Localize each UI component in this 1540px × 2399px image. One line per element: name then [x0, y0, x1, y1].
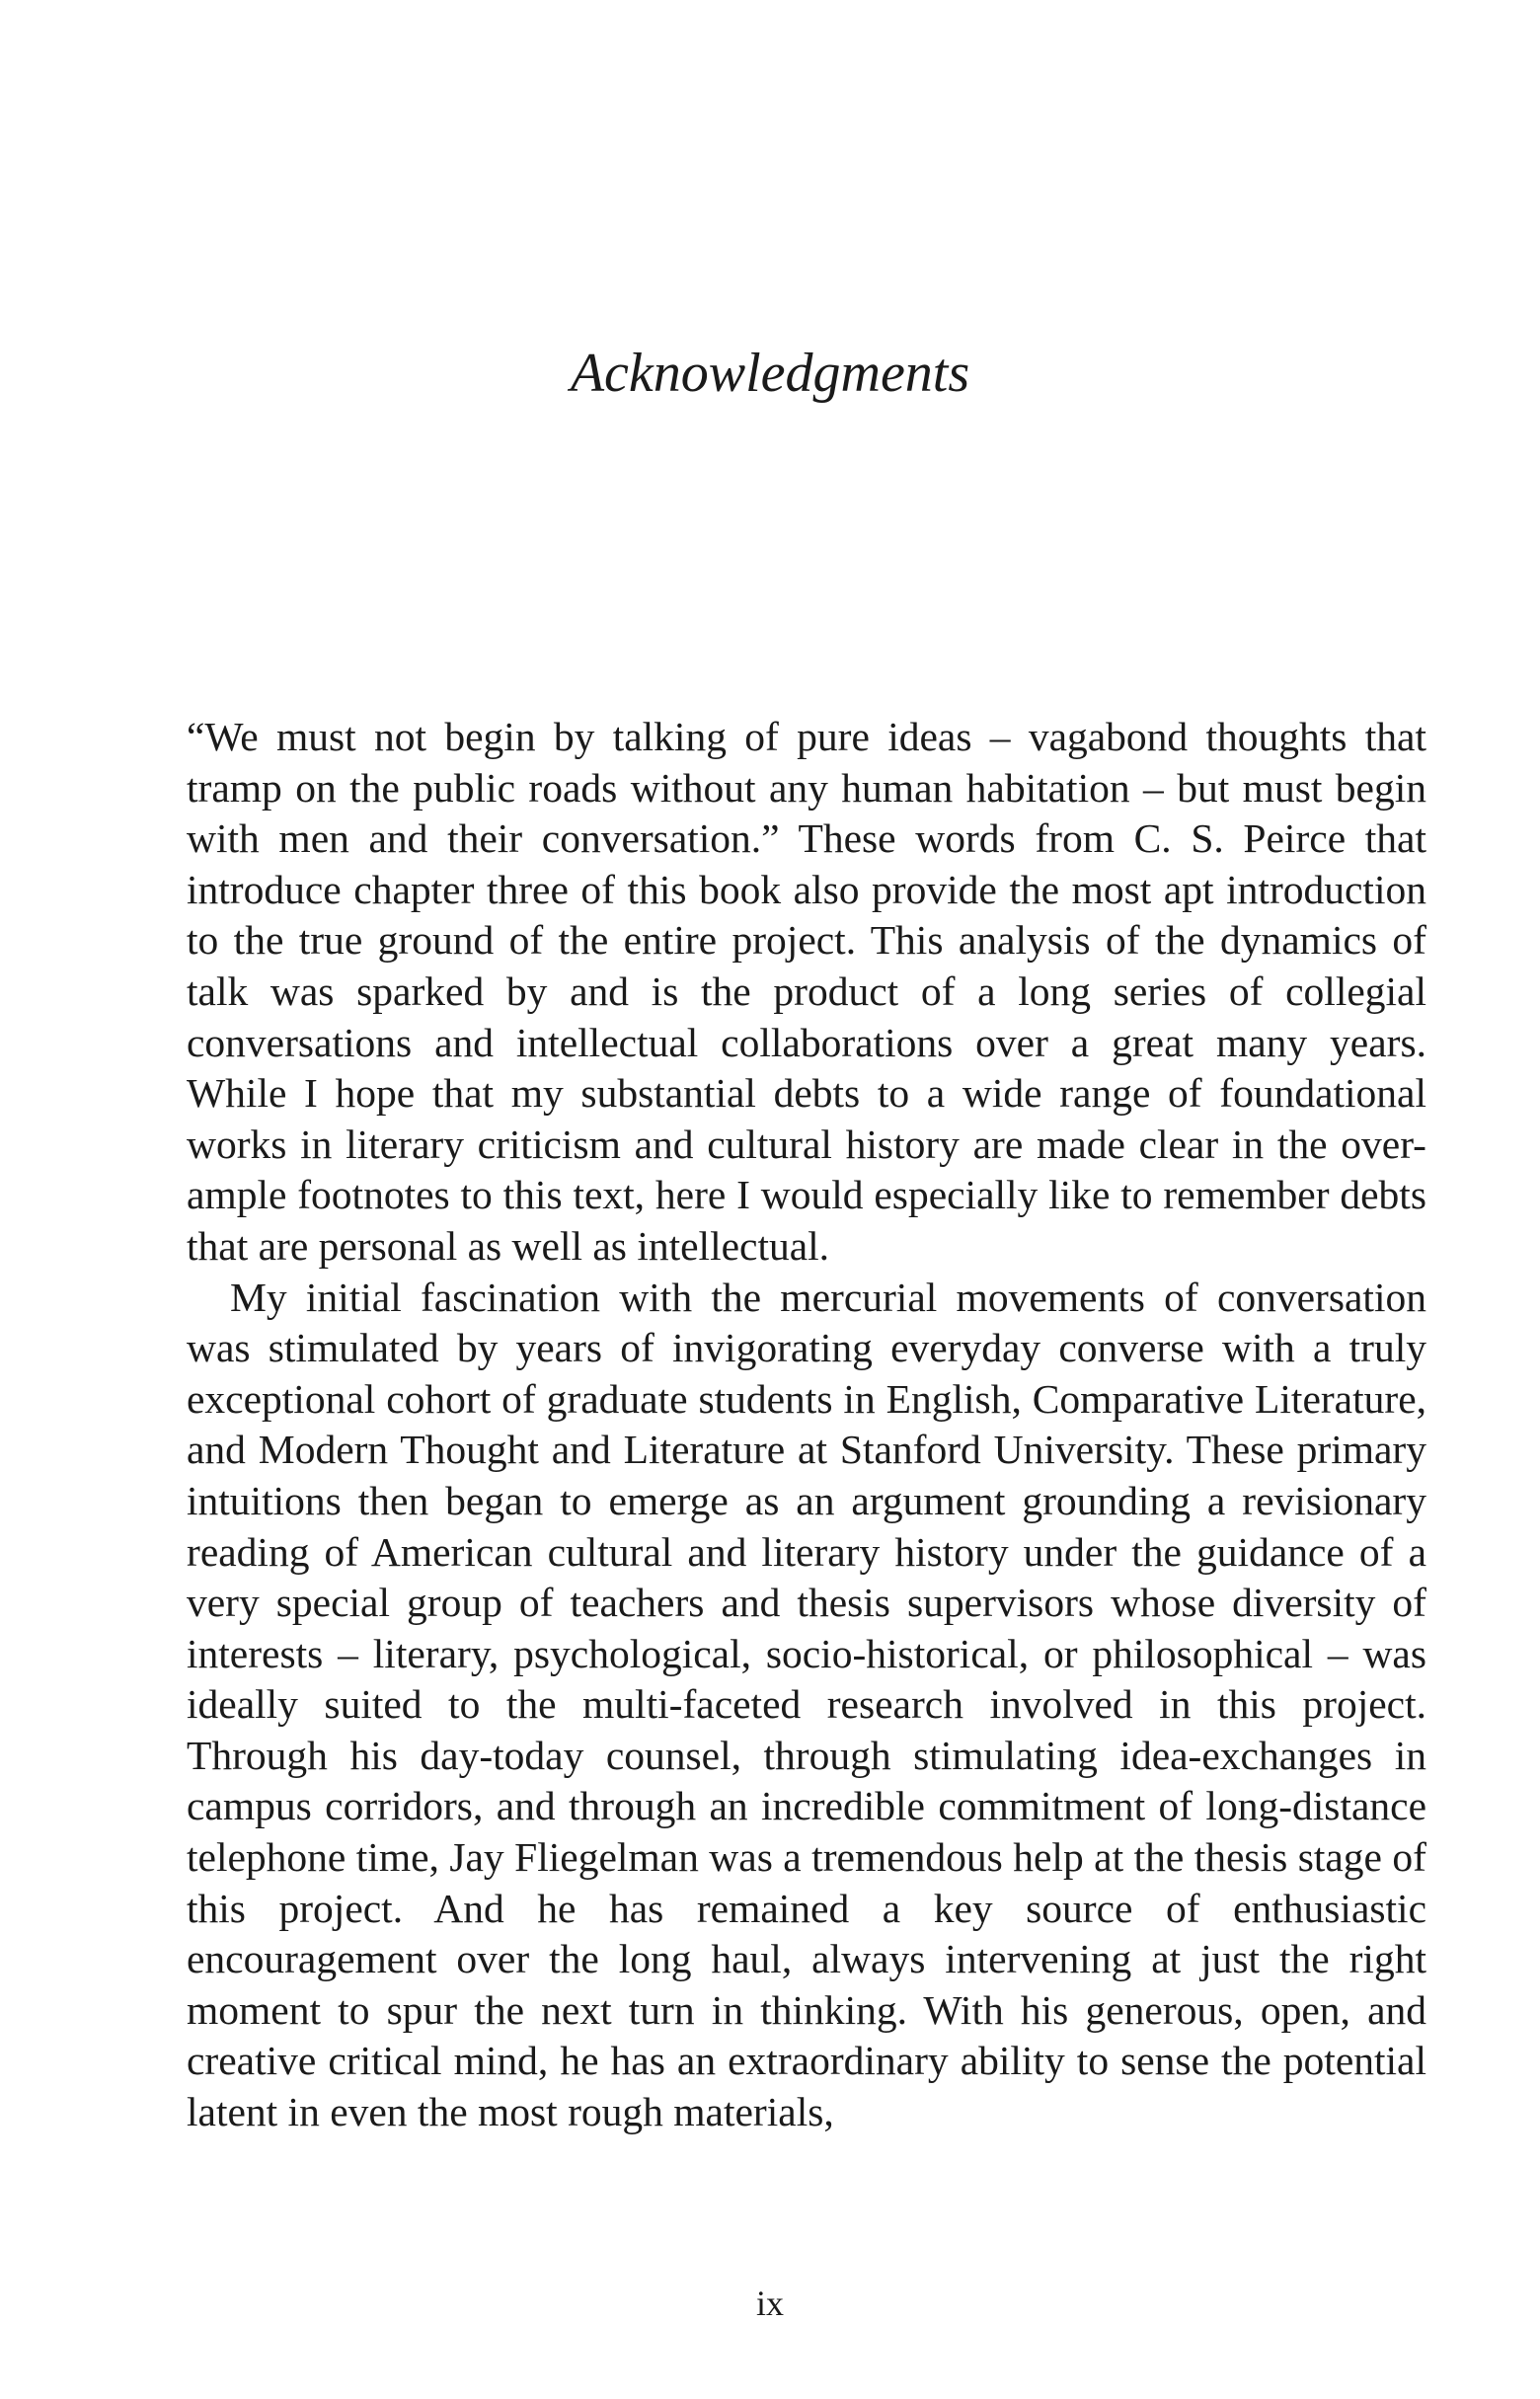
page-title: Acknowledgments: [570, 343, 970, 404]
page-number: ix: [755, 2283, 784, 2323]
paragraph-1: “We must not begin by talking of pure ideas – vagabond thoughts that tramp on the public roads without any human habitation – but must begin with men and their conversation.” These words from C. S. Peirce that introduce chapter three of this book also provide the most apt introduction to the true ground of the entire project. This analysis of the dynamics of talk was sparked by and is the product of a long series of collegial conversations and intellectual collaborations over a great many years. While I hope that my substantial debts to a wide range of foundational works in literary criticism and cultural history are made clear in the over-ample footnotes to this text, here I would especially like to remember debts that are personal as well as intellectual.: [187, 714, 1426, 1269]
paragraph-2: My initial fascination with the mercurial movements of conversation was stimulated by years of invigorating everyday converse with a truly exceptional cohort of graduate students in English, Comparative Literature, and Modern Thought and Literature at Stanford University. These primary intuitions then began to emerge as an argument grounding a revisionary reading of American cultural and literary history under the guidance of a very special group of teachers and thesis supervisors whose diversity of interests – literary, psychological, socio-historical, or philosophical – was ideally suited to the multi-faceted research involved in this project. Through his day-today counsel, through stimulating idea-exchanges in campus corridors, and through an incredible commitment of long-distance telephone time, Jay Fliegelman was a tremendous help at the thesis stage of this project. And he has remained a key source of enthusiastic encouragement over the long haul, always intervening at just the right moment to spur the next turn in thinking. With his generous, open, and creative critical mind, he has an extraordinary ability to sense the potential latent in even the most rough materials,: [187, 1274, 1426, 2135]
body-text: [187, 712, 1426, 2138]
